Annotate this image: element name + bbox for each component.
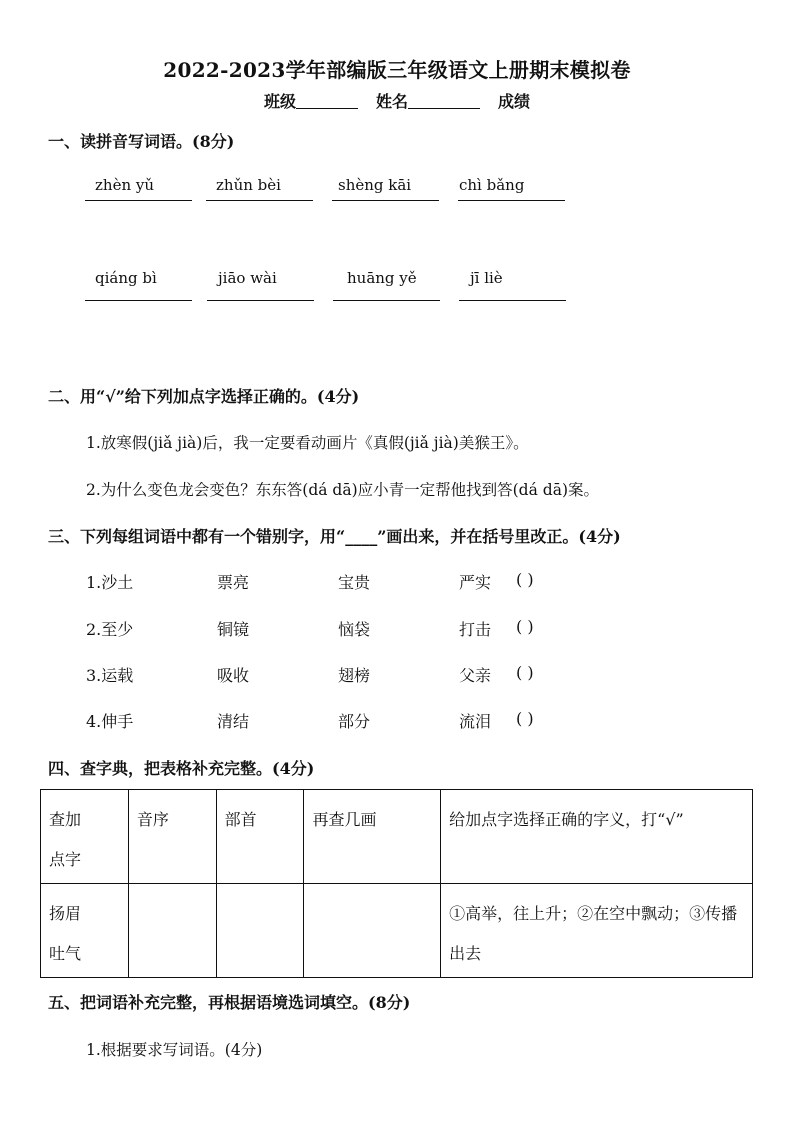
word-cell: 父亲 xyxy=(459,666,492,685)
correction-brackets[interactable]: ( ) xyxy=(516,709,534,728)
word-cell: 翅榜 xyxy=(338,666,371,685)
answer-line-7[interactable] xyxy=(333,300,440,301)
class-blank[interactable] xyxy=(296,92,358,109)
meaning-options-cell[interactable]: ①高举，往上升；②在空中飘动；③传播出去 xyxy=(441,884,753,978)
pinyin-4: chì bǎng xyxy=(459,176,525,194)
pinyin-2: zhǔn bèi xyxy=(216,176,281,194)
question-5-1: 1.根据要求写词语。(4分) xyxy=(86,1041,263,1059)
name-label: 姓名 xyxy=(375,92,408,111)
answer-line-1[interactable] xyxy=(85,200,192,201)
word-cell: 4.伸手 xyxy=(86,712,134,731)
correction-brackets[interactable]: ( ) xyxy=(516,617,534,636)
word-cell: 票亮 xyxy=(217,573,250,592)
section-5-heading: 五、把词语补充完整，再根据语境选词填空。(8分) xyxy=(48,993,411,1012)
answer-line-4[interactable] xyxy=(458,200,565,201)
dictionary-table xyxy=(40,789,753,978)
question-2-1: 1.放寒假(jiǎ jià)后，我一定要看动画片《真假(jiǎ jià)美猴王》。 xyxy=(86,434,529,452)
word-cell: 流泪 xyxy=(459,712,492,731)
word-cell: 严实 xyxy=(459,573,492,592)
section-2-heading: 二、用“√”给下列加点字选择正确的。(4分) xyxy=(48,387,360,406)
word-cell: 宝贵 xyxy=(338,573,371,592)
pinyin-5: qiáng bì xyxy=(95,269,157,287)
page-title: 2022-2023学年部编版三年级语文上册期末模拟卷 xyxy=(163,58,631,82)
header-cell-radical: 部首 xyxy=(216,790,304,884)
word-cell: 部分 xyxy=(338,712,371,731)
section-4-heading: 四、查字典，把表格补充完整。(4分) xyxy=(48,759,315,778)
word-cell: 恼袋 xyxy=(338,620,371,639)
name-blank[interactable] xyxy=(408,92,480,109)
answer-line-5[interactable] xyxy=(85,300,192,301)
header-cell-meaning: 给加点字选择正确的字义，打“√” xyxy=(441,790,753,884)
word-cell: 扬眉 吐气 xyxy=(41,884,129,978)
pinyin-6: jiāo wài xyxy=(218,269,277,287)
header-cell-initial: 音序 xyxy=(128,790,216,884)
word-cell: 吸收 xyxy=(217,666,250,685)
word-cell: 清结 xyxy=(217,712,250,731)
class-label: 班级 xyxy=(263,92,296,111)
pinyin-1: zhèn yǔ xyxy=(95,176,155,194)
answer-cell-radical[interactable] xyxy=(216,884,304,978)
pinyin-8: jī liè xyxy=(470,269,503,287)
correction-brackets[interactable]: ( ) xyxy=(516,570,534,589)
section-1-heading: 一、读拼音写词语。(8分) xyxy=(48,132,235,151)
word-cell: 打击 xyxy=(459,620,492,639)
word-cell: 3.运载 xyxy=(86,666,134,685)
answer-line-2[interactable] xyxy=(206,200,313,201)
section-3-heading: 三、下列每组词语中都有一个错别字，用“____”画出来，并在括号里改正。(4分) xyxy=(48,527,621,546)
student-info-line xyxy=(0,89,794,112)
correction-brackets[interactable]: ( ) xyxy=(516,663,534,682)
score-label: 成绩 xyxy=(498,92,531,111)
pinyin-7: huāng yě xyxy=(347,269,417,287)
word-cell: 铜镜 xyxy=(217,620,250,639)
answer-cell-initial[interactable] xyxy=(128,884,216,978)
pinyin-3: shèng kāi xyxy=(338,176,412,194)
question-2-2: 2.为什么变色龙会变色？东东答(dá dā)应小青一定帮他找到答(dá dā)案。 xyxy=(86,481,599,499)
word-cell: 1.沙土 xyxy=(86,573,134,592)
header-cell-char: 查加 点字 xyxy=(41,790,129,884)
answer-line-3[interactable] xyxy=(332,200,439,201)
header-cell-strokes: 再查几画 xyxy=(304,790,441,884)
answer-line-6[interactable] xyxy=(207,300,314,301)
answer-cell-strokes[interactable] xyxy=(304,884,441,978)
word-cell: 2.至少 xyxy=(86,620,134,639)
answer-line-8[interactable] xyxy=(459,300,566,301)
